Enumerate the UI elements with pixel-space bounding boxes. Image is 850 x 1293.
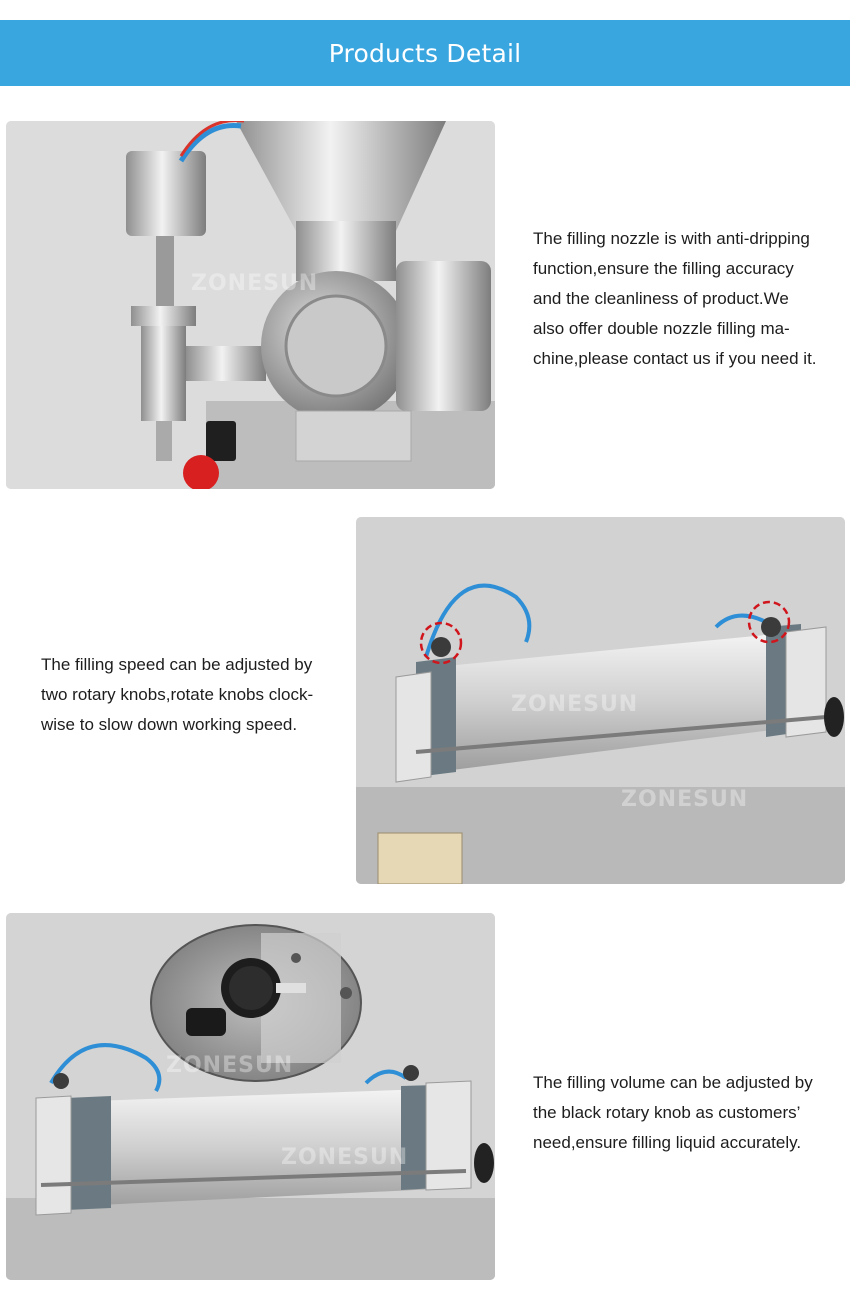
text-line: wise to slow down working speed. — [41, 715, 298, 734]
speed-description — [41, 650, 341, 740]
watermark: ZONESUN — [166, 1053, 294, 1078]
nozzle-photo — [6, 121, 495, 489]
nozzle-description — [533, 224, 833, 374]
section-header — [0, 20, 850, 86]
nozzle-illustration — [6, 121, 495, 489]
text-line: The filling speed can be adjusted by — [41, 655, 313, 674]
volume-description — [533, 1068, 833, 1158]
text-line: chine,please contact us if you need it. — [533, 349, 817, 368]
volume-knob-photo — [6, 913, 495, 1280]
text-line: and the cleanliness of product.We — [533, 289, 789, 308]
watermark: ZONESUN — [511, 692, 639, 717]
watermark: ZONESUN — [621, 787, 749, 812]
section-title: Products Detail — [328, 38, 522, 68]
volume-knob-illustration — [6, 913, 495, 1280]
text-line: also offer double nozzle filling ma- — [533, 319, 790, 338]
text-line: need,ensure filling liquid accurately. — [533, 1133, 802, 1152]
text-line: function,ensure the filling accuracy — [533, 259, 794, 278]
text-line: the black rotary knob as customers’ — [533, 1103, 801, 1122]
watermark: ZONESUN — [281, 1145, 409, 1170]
watermark: ZONESUN — [191, 271, 319, 296]
text-line: two rotary knobs,rotate knobs clock- — [41, 685, 314, 704]
cylinder-photo — [356, 517, 845, 884]
text-line: The filling volume can be adjusted by — [533, 1073, 813, 1092]
text-line: The filling nozzle is with anti-dripping — [533, 229, 810, 248]
